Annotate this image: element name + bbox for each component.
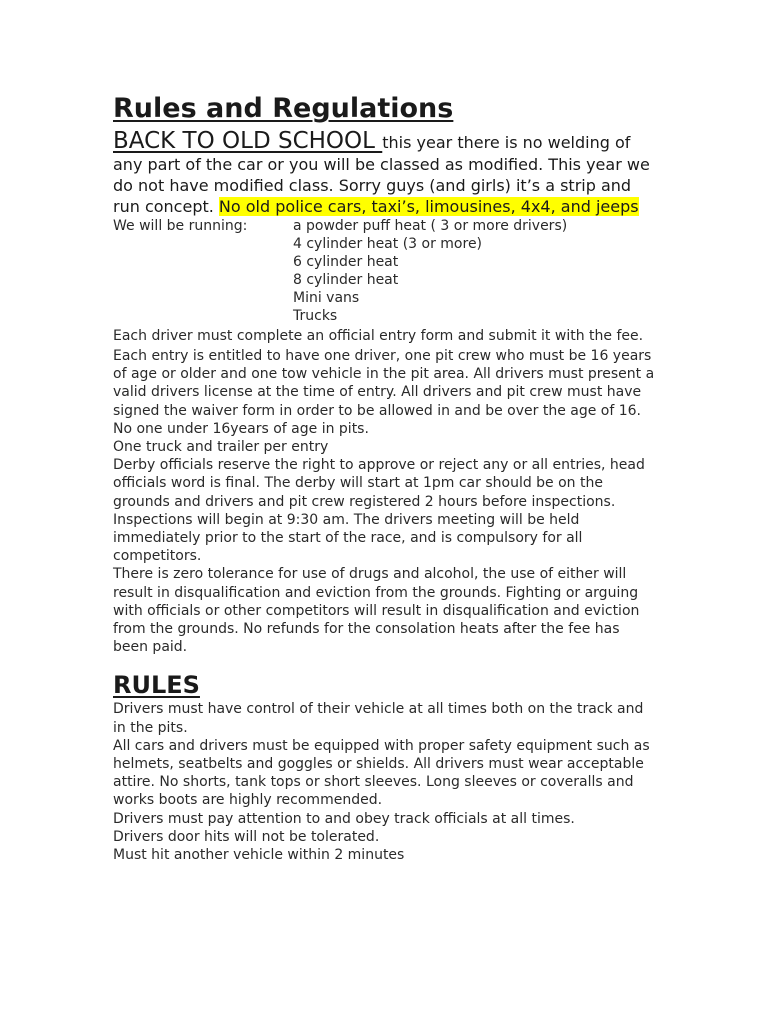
entry-form-paragraph	[113, 325, 658, 347]
heat-item: 4 cylinder heat (3 or more)	[293, 236, 483, 252]
heat-item: 6 cylinder heat	[293, 254, 399, 270]
intro-highlight: No old police cars, taxi’s, limousines, 4x4, and jeeps	[218, 197, 639, 216]
heat-item: Mini vans	[293, 290, 360, 306]
intro-heading: BACK TO OLD SCHOOL	[113, 128, 383, 154]
rule-item: Drivers must pay attention to and obey track officials at all times.	[113, 810, 575, 827]
rule-item: All cars and drivers must be equipped with proper safety equipment such as helmets, seatbelts and goggles or shields. All drivers must wear acceptable attire. No shorts, tank tops or short sleeves. Long sleeves or coveralls and works boots are highly recommended.	[113, 737, 650, 809]
page-title: Rules and Regulations	[113, 93, 454, 124]
entry-paragraph: Each entry is entitled to have one driver, one pit crew who must be 16 years of age or older and one tow vehicle in the pit area. All drivers must present a valid drivers license at the time of entry. All drivers and pit crew must have signed the waiver form in order to be allowed in and be over the age of 16. No one under 16years of age in pits.	[113, 348, 655, 437]
heats-items	[293, 217, 567, 325]
rules-heading: RULES	[113, 671, 200, 700]
heat-item: Trucks	[293, 308, 338, 324]
heats-label: We will be running:	[113, 218, 248, 234]
rule-item: Must hit another vehicle within 2 minutes	[113, 847, 405, 864]
heats-list	[113, 217, 658, 325]
entry-form-tail: .	[638, 328, 644, 344]
intro-text: this year there is no welding of any part of the car or you will be classed as modified. This year we do not have modified class. Sorry guys (and girls) it’s a strip and run concept.	[113, 133, 650, 216]
truck-paragraph: One truck and trailer per entry	[113, 439, 329, 456]
drugs-paragraph: There is zero tolerance for use of drugs and alcohol, the use of either will result in disqualification and eviction from the grounds. Fighting or arguing with officials or other competitors will result in disqualification and eviction from the grounds. No refunds for the consolation heats after the fee has been paid.	[113, 566, 640, 656]
rule-item: Drivers door hits will not be tolerated.	[113, 828, 380, 845]
heat-item: a powder puff heat ( 3 or more drivers)	[293, 218, 568, 234]
document-page	[113, 90, 658, 864]
entry-form-text: Each driver must complete an official entry form and submit it with the fee	[113, 328, 639, 344]
intro-paragraph	[113, 128, 658, 217]
officials-paragraph: Derby officials reserve the right to approve or reject any or all entries, head officials word is final. The derby will start at 1pm car should be on the grounds and drivers and pit crew registered 2 hours before inspections. Inspections will begin at 9:30 am. The drivers meeting will be held immediately prior to the start of the race, and is compulsory for all competitors.	[113, 457, 645, 565]
rule-item: Drivers must have control of their vehicle at all times both on the track and in the pits.	[113, 701, 644, 736]
heat-item: 8 cylinder heat	[293, 272, 399, 288]
